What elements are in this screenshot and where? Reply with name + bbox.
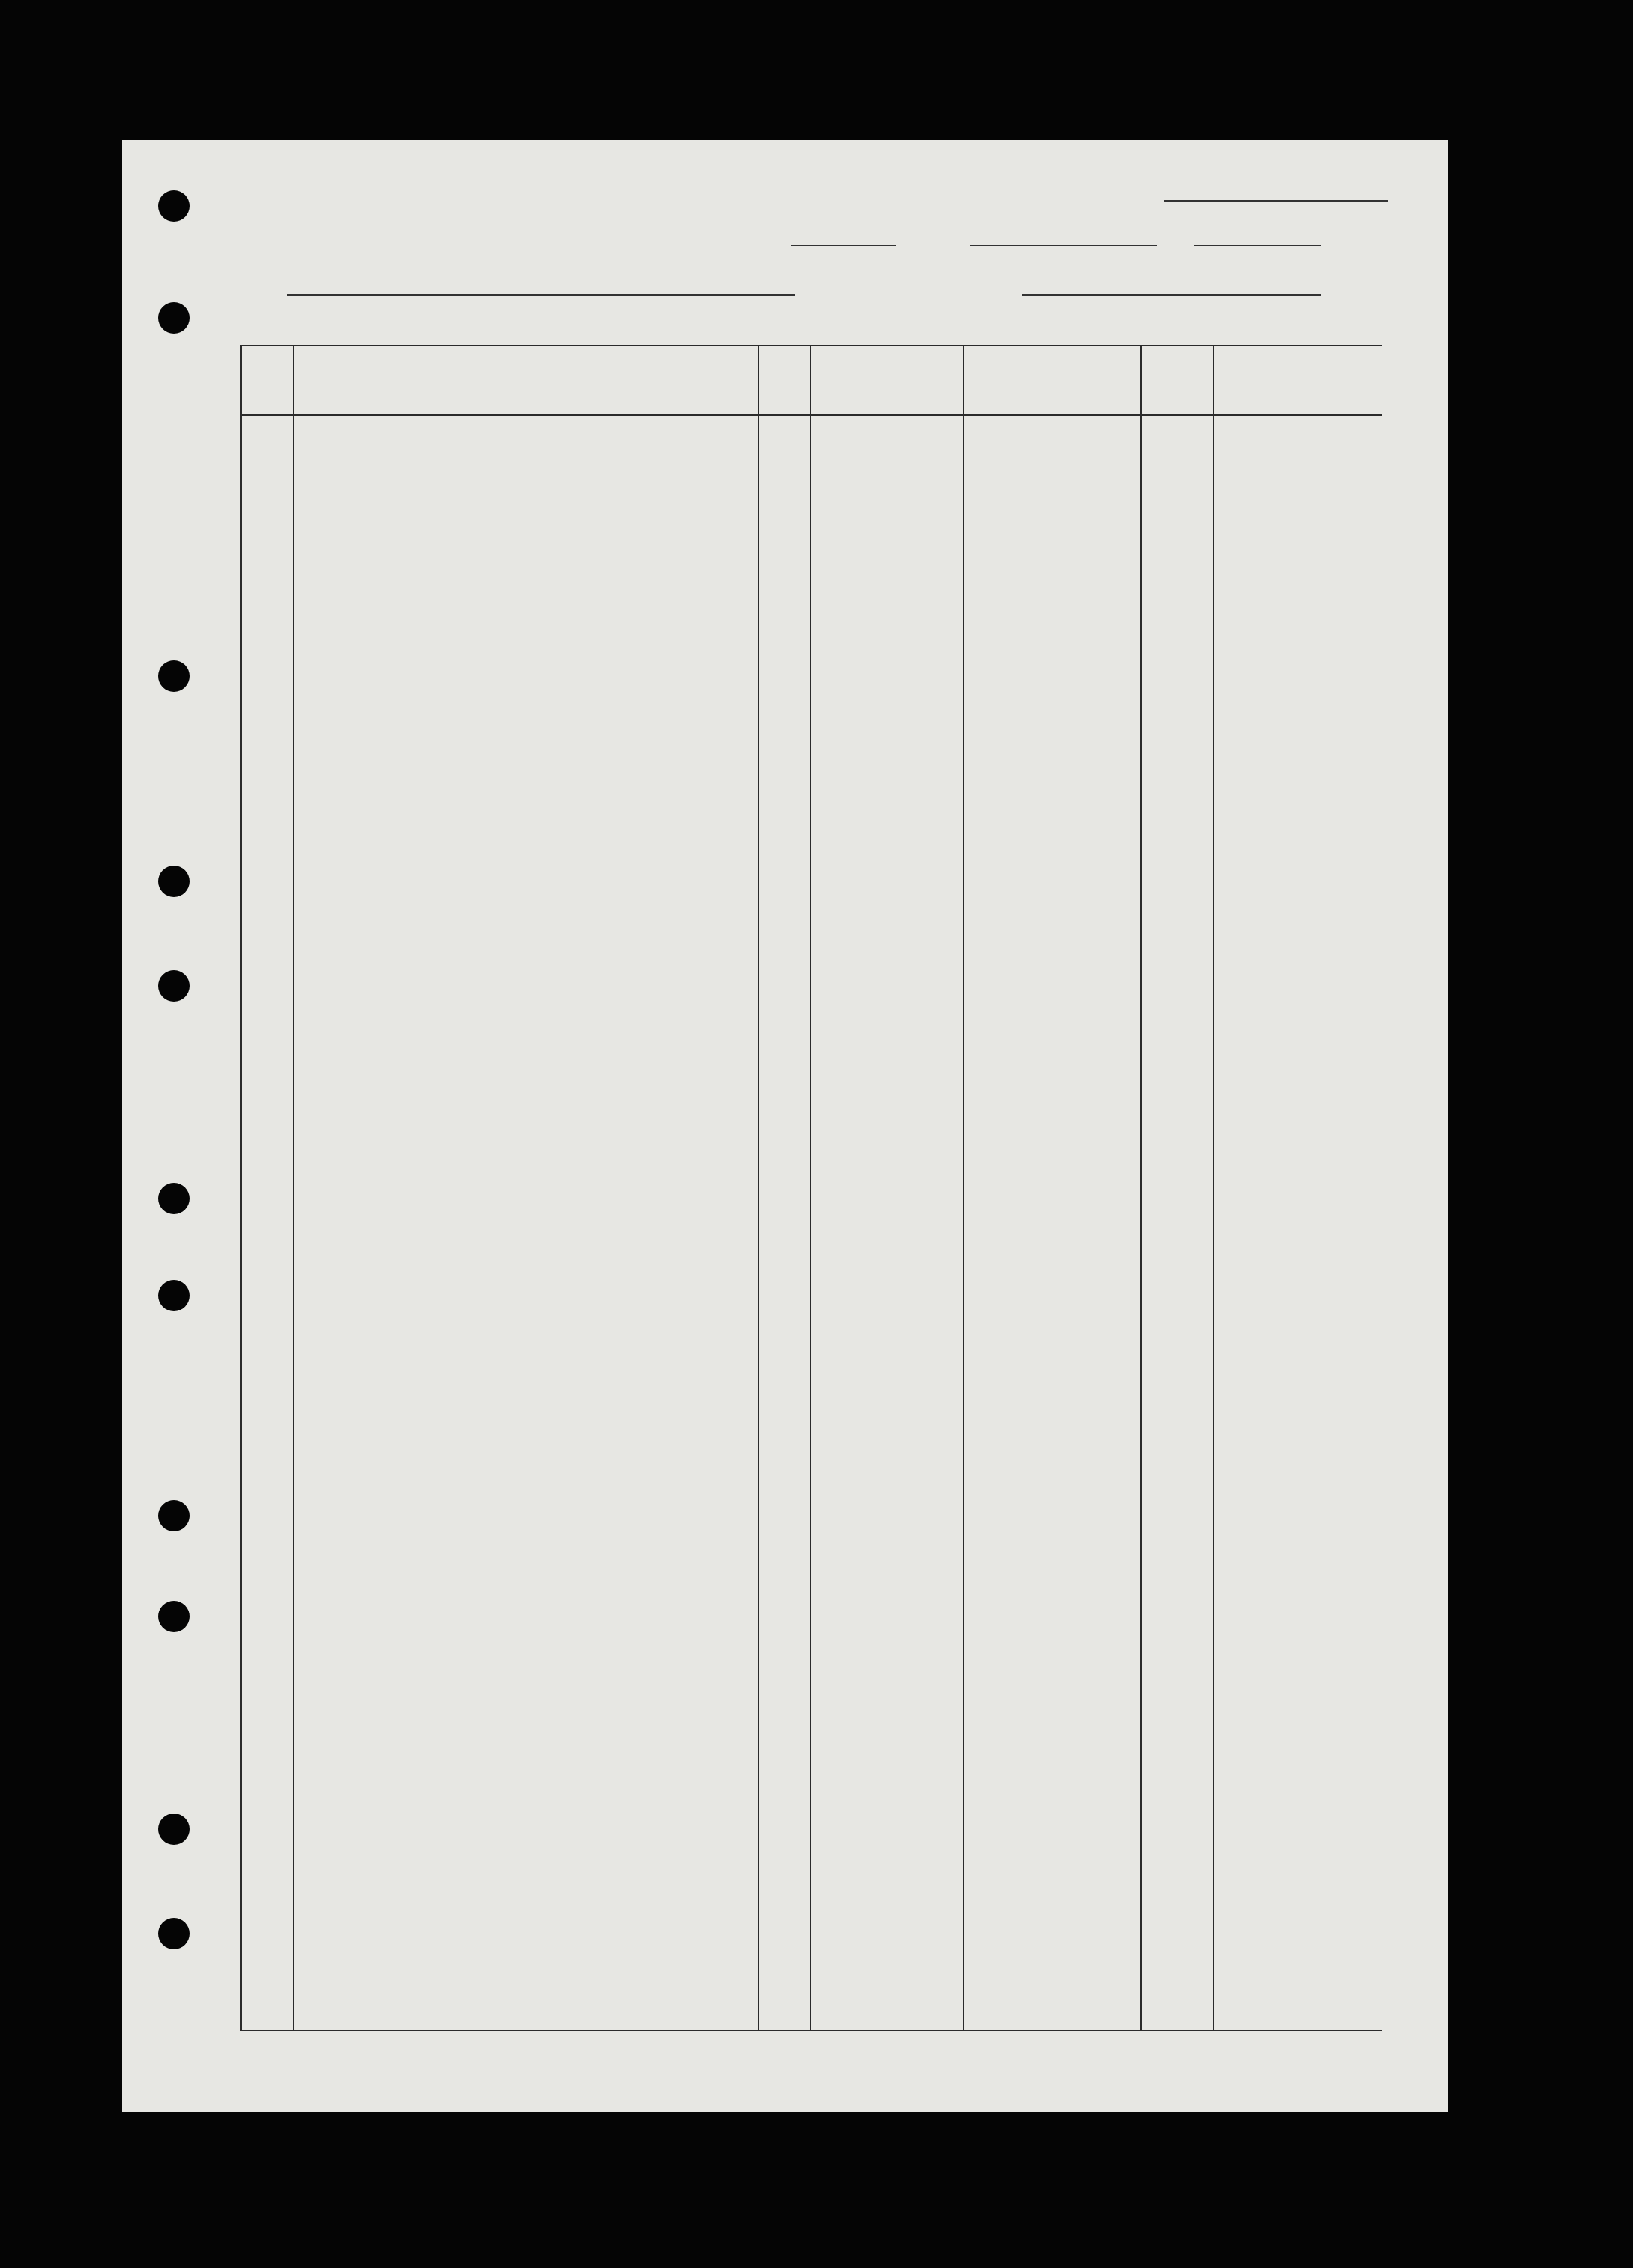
punch-hole — [158, 1918, 190, 1949]
punch-hole — [158, 970, 190, 1002]
punch-hole — [158, 1601, 190, 1632]
table-left-border — [240, 345, 242, 2031]
col-divider-travel — [810, 345, 811, 2031]
punch-hole — [158, 1183, 190, 1214]
punch-hole — [158, 1500, 190, 1531]
arrival-port — [1022, 294, 1321, 296]
punch-hole — [158, 190, 190, 222]
punch-hole — [158, 302, 190, 334]
class-value — [791, 245, 896, 246]
vessel-name — [287, 294, 795, 296]
col-divider-officers — [1213, 345, 1214, 2031]
punch-hole — [158, 1814, 190, 1845]
col-divider-baggage — [963, 345, 964, 2031]
port-embarkation — [970, 245, 1157, 246]
header-bottom-border — [240, 414, 1382, 416]
table-bottom-border — [240, 2030, 1382, 2031]
embark-date — [1194, 245, 1321, 246]
table-top-border — [240, 345, 1382, 346]
manifest-number-line — [1164, 200, 1388, 202]
manifest-page — [122, 140, 1448, 2112]
punch-hole — [158, 866, 190, 897]
col-divider-tax — [1140, 345, 1142, 2031]
punch-hole — [158, 660, 190, 692]
col-divider-line — [293, 345, 294, 2031]
punch-hole — [158, 1280, 190, 1311]
col-divider-married — [758, 345, 759, 2031]
